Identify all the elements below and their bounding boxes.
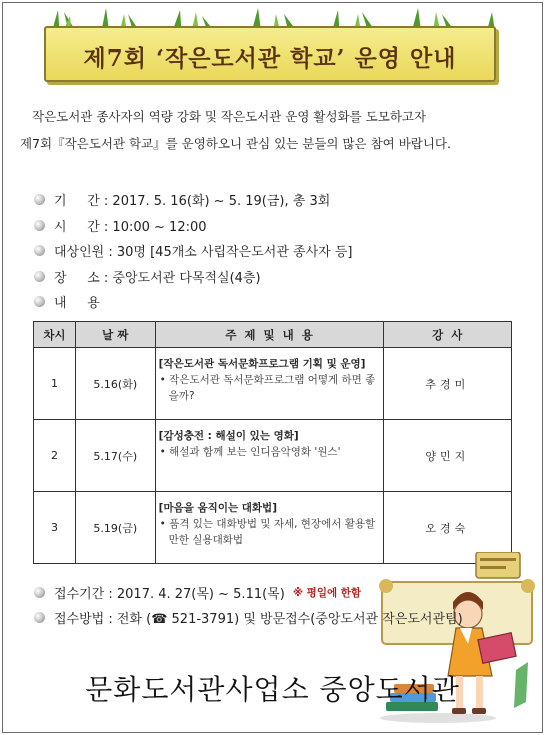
intro-paragraph [20, 103, 530, 157]
column-header: 강 사 [383, 322, 511, 348]
table-row [34, 348, 512, 420]
intro-line-1: 작은도서관 종사자의 역량 강화 및 작은도서관 운영 활성화를 도모하고자 [32, 109, 427, 124]
table-header-row [34, 322, 512, 348]
session-topic [155, 492, 383, 564]
bullet-icon [34, 194, 45, 205]
application-info [34, 580, 524, 630]
session-number: 3 [34, 492, 76, 564]
session-topic [155, 420, 383, 492]
bullet-icon [34, 612, 45, 623]
apply-method: 접수방법 : 전화 (☎ 521-3791) 및 방문접수(중앙도서관 작은도서관팀) [34, 605, 524, 630]
info-content: 내 용 [34, 289, 524, 315]
bullet-icon [34, 271, 45, 282]
topic-title: [마음을 움직이는 대화법] [158, 502, 277, 514]
topic-title: [감성충전 : 해설이 있는 영화] [158, 430, 299, 442]
session-lecturer: 양민지 [383, 420, 511, 492]
info-time: 시 간 : 10:00 ~ 12:00 [34, 213, 524, 239]
info-list [34, 187, 524, 315]
bullet-icon [34, 296, 45, 307]
weekday-note: ※ 평일에 한함 [292, 587, 362, 599]
session-date: 5.16(화) [75, 348, 155, 420]
session-number: 2 [34, 420, 76, 492]
session-number: 1 [34, 348, 76, 420]
column-header: 날 짜 [75, 322, 155, 348]
session-date: 5.17(수) [75, 420, 155, 492]
bullet-icon [34, 220, 45, 231]
column-header: 차시 [34, 322, 76, 348]
table-row [34, 420, 512, 492]
apply-period: 접수기간 : 2017. 4. 27(목) ~ 5.11(목) ※ 평일에 한함 [34, 580, 524, 605]
topic-description: • 해설과 함께 보는 인디음악영화 '원스' [159, 446, 341, 458]
page-title: 제7회 ‘작은도서관 학교’ 운영 안내 [83, 45, 457, 72]
topic-description: • 작은도서관 독서문화프로그램 어떻게 하면 좋을까? [159, 374, 376, 402]
info-period: 기 간 : 2017. 5. 16(화) ~ 5. 19(금), 총 3회 [34, 187, 524, 213]
topic-description: • 품격 있는 대화방법 및 자세, 현장에서 활용할 만한 실용대화법 [159, 518, 376, 546]
session-lecturer: 추경미 [383, 348, 511, 420]
bullet-icon [34, 587, 45, 598]
intro-line-2: 제7회『작은도서관 학교』를 운영하오니 관심 있는 분들의 많은 참여 바랍니다. [20, 136, 451, 151]
organizer-name: 문화도서관사업소 중앙도서관 [85, 673, 460, 706]
topic-title: [작은도서관 독서문화프로그램 기획 및 운영] [158, 358, 366, 370]
schedule-table [33, 321, 512, 564]
session-date: 5.19(금) [75, 492, 155, 564]
session-topic [155, 348, 383, 420]
title-banner [44, 26, 496, 82]
session-lecturer: 오경숙 [383, 492, 511, 564]
column-header: 주 제 및 내 용 [155, 322, 383, 348]
info-place: 장 소 : 중앙도서관 다목적실(4층) [34, 264, 524, 290]
info-target: 대상인원 : 30명 [45개소 사립작은도서관 종사자 등] [34, 238, 524, 264]
bullet-icon [34, 245, 45, 256]
